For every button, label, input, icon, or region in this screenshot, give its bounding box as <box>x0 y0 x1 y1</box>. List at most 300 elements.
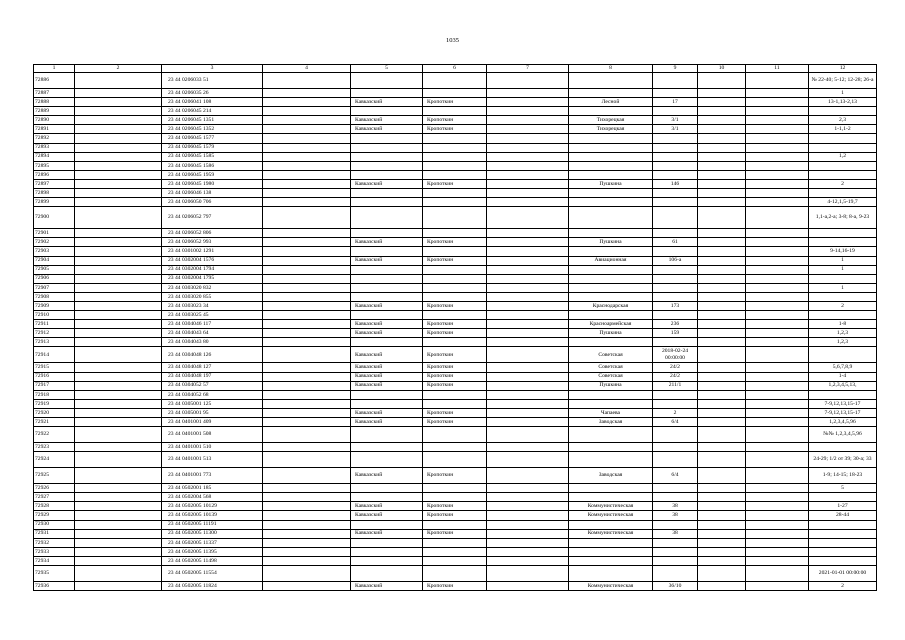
table-row <box>34 556 877 565</box>
table-cell: 38 <box>653 502 698 511</box>
table-cell: 1,2,3,4,5,13, <box>809 381 877 390</box>
table-cell <box>351 198 423 207</box>
table-cell: 72912 <box>34 329 75 338</box>
table-cell: 72897 <box>34 179 75 188</box>
table-cell <box>423 247 487 256</box>
table-cell <box>569 390 653 399</box>
table-cell: 1,1-а,2-а; 3-8; 8-а, 9-23 <box>809 207 877 229</box>
table-cell <box>569 134 653 143</box>
table-cell: Пушкина <box>569 381 653 390</box>
table-cell: 72928 <box>34 502 75 511</box>
table-cell: 23 44 0401001 773 <box>162 468 263 484</box>
table-cell <box>698 556 746 565</box>
table-cell: 72914 <box>34 347 75 363</box>
table-cell <box>75 152 162 161</box>
table-cell <box>809 107 877 116</box>
table-cell: Заводская <box>569 418 653 427</box>
table-cell <box>653 556 698 565</box>
table-cell <box>746 484 809 493</box>
table-cell: Тихорецкая <box>569 125 653 134</box>
table-cell <box>698 582 746 591</box>
table-cell: 72904 <box>34 256 75 265</box>
table-cell: 23 44 0303023 34 <box>162 301 263 310</box>
table-cell: 13-1,13-2,13 <box>809 98 877 107</box>
table-row <box>34 73 877 89</box>
table-cell: 23 44 0502005 11554 <box>162 566 263 582</box>
table-cell <box>75 134 162 143</box>
table-cell: Кропоткин <box>423 582 487 591</box>
table-cell: 17 <box>653 98 698 107</box>
column-header: 12 <box>809 65 877 73</box>
table-cell: 23 44 0206050 706 <box>162 198 263 207</box>
table-cell <box>75 520 162 529</box>
table-cell <box>423 566 487 582</box>
table-cell: 23 44 0206045 1579 <box>162 143 263 152</box>
table-cell <box>487 311 569 320</box>
table-cell <box>75 484 162 493</box>
table-cell <box>698 283 746 292</box>
table-cell: Кавказский <box>351 301 423 310</box>
table-cell: Пушкина <box>569 179 653 188</box>
table-cell <box>746 582 809 591</box>
table-cell: Коммунистическая <box>569 582 653 591</box>
table-cell <box>351 265 423 274</box>
table-cell <box>569 247 653 256</box>
table-cell: 72913 <box>34 338 75 347</box>
table-cell: 38 <box>653 511 698 520</box>
table-cell <box>75 566 162 582</box>
table-cell <box>75 256 162 265</box>
table-cell <box>423 311 487 320</box>
table-cell <box>746 566 809 582</box>
table-cell: 72906 <box>34 274 75 283</box>
table-cell <box>351 292 423 301</box>
table-cell <box>569 89 653 98</box>
table-cell <box>351 170 423 179</box>
table-cell <box>746 256 809 265</box>
table-cell <box>487 538 569 547</box>
table-cell: 2 <box>809 179 877 188</box>
table-cell <box>746 338 809 347</box>
table-cell: Советская <box>569 363 653 372</box>
table-cell <box>263 556 351 565</box>
table-cell: 23 44 0206052 797 <box>162 207 263 229</box>
table-cell: 23 44 0304046 117 <box>162 320 263 329</box>
table-cell <box>423 292 487 301</box>
table-cell <box>423 547 487 556</box>
table-cell <box>351 229 423 238</box>
table-cell: Кропоткин <box>423 320 487 329</box>
table-cell <box>351 189 423 198</box>
table-cell <box>487 338 569 347</box>
table-cell: 23 44 0206046 138 <box>162 189 263 198</box>
table-row <box>34 247 877 256</box>
table-cell: 23 44 0304048 126 <box>162 347 263 363</box>
table-cell: 72905 <box>34 265 75 274</box>
table-cell <box>75 468 162 484</box>
table-row <box>34 418 877 427</box>
table-cell <box>423 134 487 143</box>
table-cell <box>263 89 351 98</box>
table-cell <box>809 229 877 238</box>
table-cell: 23 44 0301002 1291 <box>162 247 263 256</box>
table-cell <box>75 443 162 452</box>
table-cell: 72887 <box>34 89 75 98</box>
table-cell <box>698 529 746 538</box>
table-cell <box>263 320 351 329</box>
table-cell <box>351 134 423 143</box>
table-cell <box>263 207 351 229</box>
table-cell <box>653 283 698 292</box>
table-cell <box>653 229 698 238</box>
table-cell <box>809 238 877 247</box>
table-cell: 72915 <box>34 363 75 372</box>
table-cell: 23 44 0304043 80 <box>162 338 263 347</box>
table-cell: 72907 <box>34 283 75 292</box>
table-cell <box>698 338 746 347</box>
column-header: 9 <box>653 65 698 73</box>
table-cell <box>698 538 746 547</box>
column-header: 11 <box>746 65 809 73</box>
table-cell <box>487 89 569 98</box>
table-cell <box>809 161 877 170</box>
table-cell <box>698 547 746 556</box>
table-cell: 3/1 <box>653 116 698 125</box>
table-cell <box>569 274 653 283</box>
table-cell: Кропоткин <box>423 408 487 417</box>
table-cell: 23 44 0502005 10129 <box>162 502 263 511</box>
table-cell <box>653 292 698 301</box>
table-cell: 72917 <box>34 381 75 390</box>
table-cell <box>746 452 809 468</box>
table-cell: 72908 <box>34 292 75 301</box>
table-cell <box>75 372 162 381</box>
table-row <box>34 566 877 582</box>
table-cell <box>487 283 569 292</box>
table-cell <box>698 511 746 520</box>
table-row <box>34 116 877 125</box>
table-cell <box>423 89 487 98</box>
table-cell: Кропоткин <box>423 329 487 338</box>
table-cell: 72888 <box>34 98 75 107</box>
table-cell: Кропоткин <box>423 98 487 107</box>
table-cell: 23 44 0401001 409 <box>162 418 263 427</box>
table-cell <box>487 556 569 565</box>
table-cell <box>487 418 569 427</box>
table-cell <box>423 452 487 468</box>
table-cell <box>653 189 698 198</box>
table-cell <box>423 143 487 152</box>
table-cell: Кропоткин <box>423 301 487 310</box>
table-cell: Кавказский <box>351 125 423 134</box>
table-cell <box>698 107 746 116</box>
table-cell: 72935 <box>34 566 75 582</box>
table-cell <box>746 116 809 125</box>
table-cell <box>746 529 809 538</box>
table-cell <box>569 170 653 179</box>
table-cell <box>698 372 746 381</box>
table-row <box>34 363 877 372</box>
table-cell <box>569 427 653 443</box>
table-cell <box>263 134 351 143</box>
table-cell <box>569 292 653 301</box>
table-cell <box>351 274 423 283</box>
table-row <box>34 207 877 229</box>
table-cell <box>698 229 746 238</box>
table-cell: 23 44 0206045 1577 <box>162 134 263 143</box>
table-cell <box>75 125 162 134</box>
table-cell <box>75 338 162 347</box>
table-cell: Кавказский <box>351 116 423 125</box>
table-cell: 72936 <box>34 582 75 591</box>
table-cell <box>746 418 809 427</box>
table-row <box>34 443 877 452</box>
table-cell <box>698 390 746 399</box>
table-cell <box>746 292 809 301</box>
table-cell: 23 44 0401001 508 <box>162 427 263 443</box>
table-cell <box>487 179 569 188</box>
table-cell: 72898 <box>34 189 75 198</box>
table-cell: Авиационная <box>569 256 653 265</box>
table-row <box>34 292 877 301</box>
table-cell <box>423 493 487 502</box>
table-cell <box>653 338 698 347</box>
table-cell: Кавказский <box>351 502 423 511</box>
table-cell: 36/10 <box>653 582 698 591</box>
table-cell <box>746 556 809 565</box>
table-cell <box>263 247 351 256</box>
table-row <box>34 538 877 547</box>
table-cell <box>487 427 569 443</box>
table-cell <box>263 265 351 274</box>
table-row <box>34 520 877 529</box>
table-cell <box>351 89 423 98</box>
table-cell: Красноармейская <box>569 320 653 329</box>
table-cell <box>487 320 569 329</box>
table-body <box>34 65 877 591</box>
table-cell <box>569 452 653 468</box>
table-cell <box>653 443 698 452</box>
table-cell <box>487 116 569 125</box>
table-cell <box>487 452 569 468</box>
table-cell: Кавказский <box>351 363 423 372</box>
table-cell: 72910 <box>34 311 75 320</box>
table-cell <box>487 381 569 390</box>
column-header: 8 <box>569 65 653 73</box>
table-cell <box>75 311 162 320</box>
table-cell: Коммунистическая <box>569 502 653 511</box>
table-cell: Кропоткин <box>423 116 487 125</box>
table-row <box>34 283 877 292</box>
table-cell <box>698 427 746 443</box>
table-cell <box>487 73 569 89</box>
table-cell <box>263 427 351 443</box>
table-cell: 23 44 0206033 51 <box>162 73 263 89</box>
table-cell <box>698 134 746 143</box>
table-cell: 3/1 <box>653 125 698 134</box>
table-cell <box>75 408 162 417</box>
table-row <box>34 125 877 134</box>
table-cell: 24-29; 1/2 от 39; 30-а; 33 <box>809 452 877 468</box>
table-cell: 4-12,1,5-19,7 <box>809 198 877 207</box>
table-cell: 72890 <box>34 116 75 125</box>
table-cell <box>75 347 162 363</box>
table-cell <box>487 329 569 338</box>
table-cell <box>423 338 487 347</box>
table-cell <box>746 520 809 529</box>
table-cell: 72924 <box>34 452 75 468</box>
table-row <box>34 198 877 207</box>
table-cell: 23 44 0206045 1959 <box>162 170 263 179</box>
table-cell <box>263 399 351 408</box>
table-cell <box>569 265 653 274</box>
table-cell <box>653 484 698 493</box>
table-cell: Кропоткин <box>423 381 487 390</box>
table-cell <box>569 547 653 556</box>
table-cell <box>263 418 351 427</box>
table-cell: Кавказский <box>351 372 423 381</box>
table-cell <box>423 207 487 229</box>
table-cell <box>263 390 351 399</box>
table-cell <box>487 372 569 381</box>
table-cell <box>75 143 162 152</box>
table-cell <box>423 427 487 443</box>
table-cell: 6/4 <box>653 418 698 427</box>
table-cell <box>653 198 698 207</box>
table-cell <box>746 89 809 98</box>
table-cell: 72902 <box>34 238 75 247</box>
table-cell <box>698 73 746 89</box>
table-cell: Кавказский <box>351 511 423 520</box>
table-cell: Коммунистическая <box>569 511 653 520</box>
table-cell: 23 44 0206045 1585 <box>162 152 263 161</box>
table-cell: 38 <box>653 529 698 538</box>
table-cell <box>569 443 653 452</box>
table-cell: 23 44 0502001 185 <box>162 484 263 493</box>
table-cell <box>351 247 423 256</box>
table-cell <box>351 538 423 547</box>
table-cell <box>75 207 162 229</box>
table-cell: 23 44 0206045 1352 <box>162 125 263 134</box>
table-row <box>34 89 877 98</box>
table-cell: 5 <box>809 484 877 493</box>
table-cell: 2 <box>653 408 698 417</box>
table-cell <box>746 311 809 320</box>
table-cell <box>263 274 351 283</box>
table-cell <box>653 274 698 283</box>
table-cell <box>263 301 351 310</box>
table-cell <box>569 556 653 565</box>
table-cell <box>569 311 653 320</box>
table-cell: 23 44 0305001 95 <box>162 408 263 417</box>
column-header: 5 <box>351 65 423 73</box>
table-cell <box>698 320 746 329</box>
table-cell <box>653 107 698 116</box>
column-header: 10 <box>698 65 746 73</box>
table-row <box>34 484 877 493</box>
table-cell <box>75 229 162 238</box>
table-cell <box>653 152 698 161</box>
table-cell <box>263 547 351 556</box>
table-cell: 23 44 0206045 1980 <box>162 179 263 188</box>
table-cell <box>698 207 746 229</box>
table-cell <box>653 134 698 143</box>
table-cell <box>746 381 809 390</box>
table-cell <box>263 189 351 198</box>
table-cell: 1,2,3 <box>809 338 877 347</box>
table-cell: 72896 <box>34 170 75 179</box>
table-cell: Кавказский <box>351 418 423 427</box>
table-cell <box>487 98 569 107</box>
table-cell: № 22-40; 5-12; 12-28; 26-а <box>809 73 877 89</box>
table-row <box>34 372 877 381</box>
table-cell <box>698 198 746 207</box>
table-cell <box>487 566 569 582</box>
table-cell <box>75 89 162 98</box>
table-cell <box>746 143 809 152</box>
table-cell <box>423 229 487 238</box>
table-cell <box>423 274 487 283</box>
table-cell <box>746 265 809 274</box>
table-cell <box>423 484 487 493</box>
table-cell: 72900 <box>34 207 75 229</box>
table-cell: 72920 <box>34 408 75 417</box>
table-cell <box>809 390 877 399</box>
table-cell <box>423 556 487 565</box>
table-cell <box>746 329 809 338</box>
table-cell <box>263 125 351 134</box>
table-cell <box>75 363 162 372</box>
table-cell <box>263 238 351 247</box>
table-cell: Кропоткин <box>423 363 487 372</box>
table-cell: 72929 <box>34 511 75 520</box>
table-cell <box>263 107 351 116</box>
table-cell: 1 <box>809 256 877 265</box>
table-cell: 23 44 0502005 11337 <box>162 538 263 547</box>
table-cell: 1-4 <box>809 372 877 381</box>
table-cell: 72927 <box>34 493 75 502</box>
table-cell <box>569 73 653 89</box>
table-cell <box>653 493 698 502</box>
table-cell <box>487 198 569 207</box>
table-cell <box>698 468 746 484</box>
table-cell <box>351 283 423 292</box>
table-cell: Тихорецкая <box>569 116 653 125</box>
table-cell: 211/1 <box>653 381 698 390</box>
table-cell <box>746 247 809 256</box>
column-header: 6 <box>423 65 487 73</box>
table-row <box>34 408 877 417</box>
table-cell: 72893 <box>34 143 75 152</box>
table-cell <box>351 390 423 399</box>
table-cell <box>746 170 809 179</box>
table-cell <box>746 179 809 188</box>
table-cell <box>263 198 351 207</box>
table-cell <box>746 229 809 238</box>
table-cell <box>75 179 162 188</box>
table-cell <box>746 125 809 134</box>
table-cell <box>423 73 487 89</box>
table-cell <box>746 390 809 399</box>
table-cell <box>351 399 423 408</box>
table-cell <box>263 256 351 265</box>
table-cell <box>75 161 162 170</box>
table-cell <box>569 161 653 170</box>
table-cell <box>809 134 877 143</box>
table-cell: 1-8 <box>809 320 877 329</box>
table-cell <box>746 502 809 511</box>
table-cell <box>487 502 569 511</box>
